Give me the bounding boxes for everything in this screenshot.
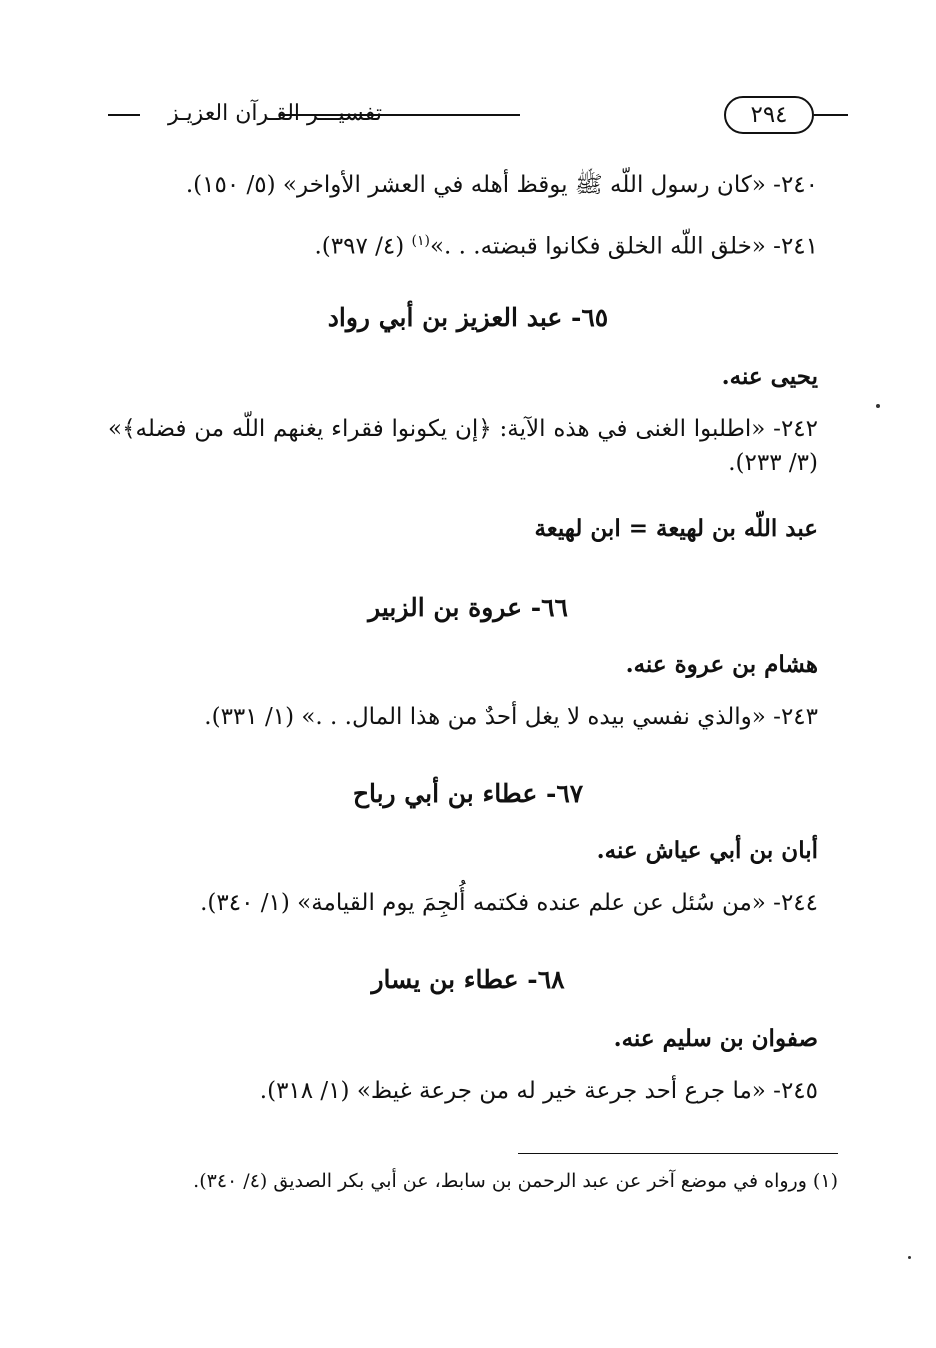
header-rule-right <box>814 114 848 116</box>
footnote-1: (١) ورواه في موضع آخر عن عبد الرحمن بن سابط، عن أبي بكر الصديق (٤/ ٣٤٠). <box>193 1170 838 1192</box>
running-title: تفسيـــر القـرآن العزيـز <box>167 101 383 126</box>
entry-241-text: ٢٤١- «خلق اللّه الخلق فكانوا قبضته. . .» <box>429 233 818 260</box>
scan-speck <box>876 404 880 408</box>
narrator-65: يحيى عنه. <box>721 363 818 390</box>
narrator-note-lahia: عبد اللّه بن لهيعة = ابن لهيعة <box>534 515 818 542</box>
entry-240: ٢٤٠- «كان رسول اللّه ﷺ يوقظ أهله في العشر الأواخر» (٥/ ١٥٠). <box>185 172 818 198</box>
header-rule-left <box>108 114 140 116</box>
scan-speck <box>908 1256 911 1259</box>
section-heading-68: ٦٨- عطاء بن يسار <box>371 965 565 994</box>
entry-245: ٢٤٥- «ما جرع أحد جرعة خير له من جرعة غيظ» (١/ ٣١٨). <box>259 1078 818 1104</box>
entry-243: ٢٤٣- «والذي نفسي بيده لا يغل أحدٌ من هذا المال. . .» (١/ ٣٣١). <box>204 704 818 730</box>
entry-242: ٢٤٢- «اطلبوا الغنى في هذه الآية: ﴿إن يكونوا فقراء يغنهم اللّه من فضله﴾» (٣/ ٢٣٣). <box>108 416 818 476</box>
narrator-67: أبان بن أبي عياش عنه. <box>596 837 818 864</box>
footnote-marker: (١) <box>411 233 430 249</box>
entry-241-ref: (٤/ ٣٩٧). <box>314 233 412 260</box>
section-heading-67: ٦٧- عطاء بن أبي رباح <box>352 779 584 808</box>
entry-241 <box>314 224 818 264</box>
narrator-66: هشام بن عروة عنه. <box>625 651 818 678</box>
narrator-68: صفوان بن سليم عنه. <box>613 1025 818 1052</box>
page-number: ٢٩٤ <box>724 96 814 134</box>
section-heading-66: ٦٦- عروة بن الزبير <box>368 593 568 622</box>
page-header <box>108 92 848 136</box>
section-heading-65: ٦٥- عبد العزيز بن أبي رواد <box>327 303 609 332</box>
footnote-divider <box>518 1153 838 1154</box>
entry-244: ٢٤٤- «من سُئل عن علم عنده فكتمه أُلجِمَ يوم القيامة» (١/ ٣٤٠). <box>200 890 818 916</box>
